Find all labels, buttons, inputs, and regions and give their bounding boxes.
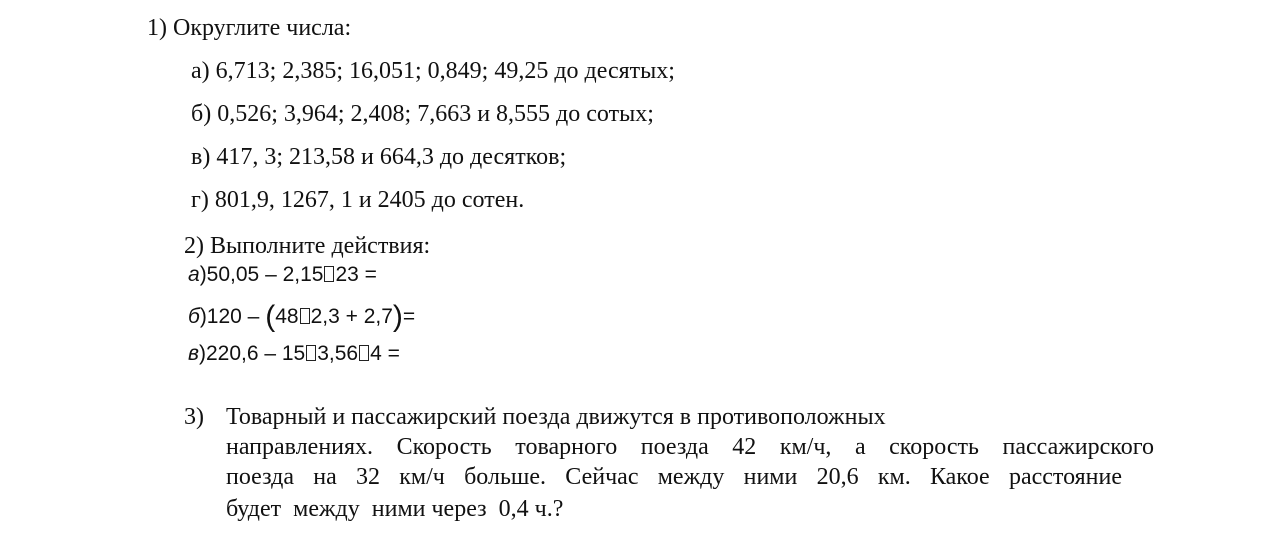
- expr-b-open-paren: (: [265, 300, 276, 333]
- missing-glyph-icon: [300, 308, 310, 324]
- expr-b-label: б: [188, 305, 200, 328]
- task2-title: 2) Выполните действия:: [184, 233, 431, 259]
- expr-c-label: в: [188, 342, 199, 365]
- missing-glyph-icon: [359, 345, 369, 361]
- expr-c-part2: 3,56: [317, 342, 359, 365]
- expr-a-label: а: [188, 263, 200, 286]
- missing-glyph-icon: [324, 266, 334, 282]
- expr-b-close-paren: ): [392, 300, 403, 333]
- expr-a-part1: )50,05 – 2,15: [199, 263, 324, 286]
- task3-line-2: направлениях. Скорость товарного поезда 42 км/ч, а скорость пассажирского: [226, 434, 1154, 460]
- missing-glyph-icon: [306, 345, 316, 361]
- task3-number: 3): [184, 404, 204, 430]
- task1-item-d: г) 801,9, 1267, 1 и 2405 до сотен.: [191, 187, 525, 213]
- expr-a-part2: 23 =: [335, 263, 377, 286]
- task2-expression-c: [188, 343, 400, 364]
- task1-item-b: б) 0,526; 3,964; 2,408; 7,663 и 8,555 до сотых;: [191, 101, 654, 127]
- task3-line-4: будет между ними через 0,4 ч.?: [226, 496, 564, 522]
- task3-line-3: поезда на 32 км/ч больше. Сейчас между ними 20,6 км. Какое расстояние: [226, 464, 1122, 490]
- expr-c-part3: 4 =: [370, 342, 400, 365]
- expr-b-part1: )120 –: [199, 305, 266, 328]
- task2-expression-b: [188, 302, 415, 332]
- task2-expression-a: [188, 264, 377, 285]
- task1-item-c: в) 417, 3; 213,58 и 664,3 до десятков;: [191, 144, 567, 170]
- expr-b-part2: 48: [275, 305, 299, 328]
- task1-title: 1) Округлите числа:: [147, 15, 352, 41]
- expr-b-part4: =: [402, 305, 416, 328]
- expr-b-part3: 2,3 + 2,7: [310, 305, 393, 328]
- task3-line-1: Товарный и пассажирский поезда движутся в противоположных: [226, 404, 886, 430]
- task1-item-a: а) 6,713; 2,385; 16,051; 0,849; 49,25 до десятых;: [191, 58, 675, 84]
- expr-c-part1: )220,6 – 15: [198, 342, 306, 365]
